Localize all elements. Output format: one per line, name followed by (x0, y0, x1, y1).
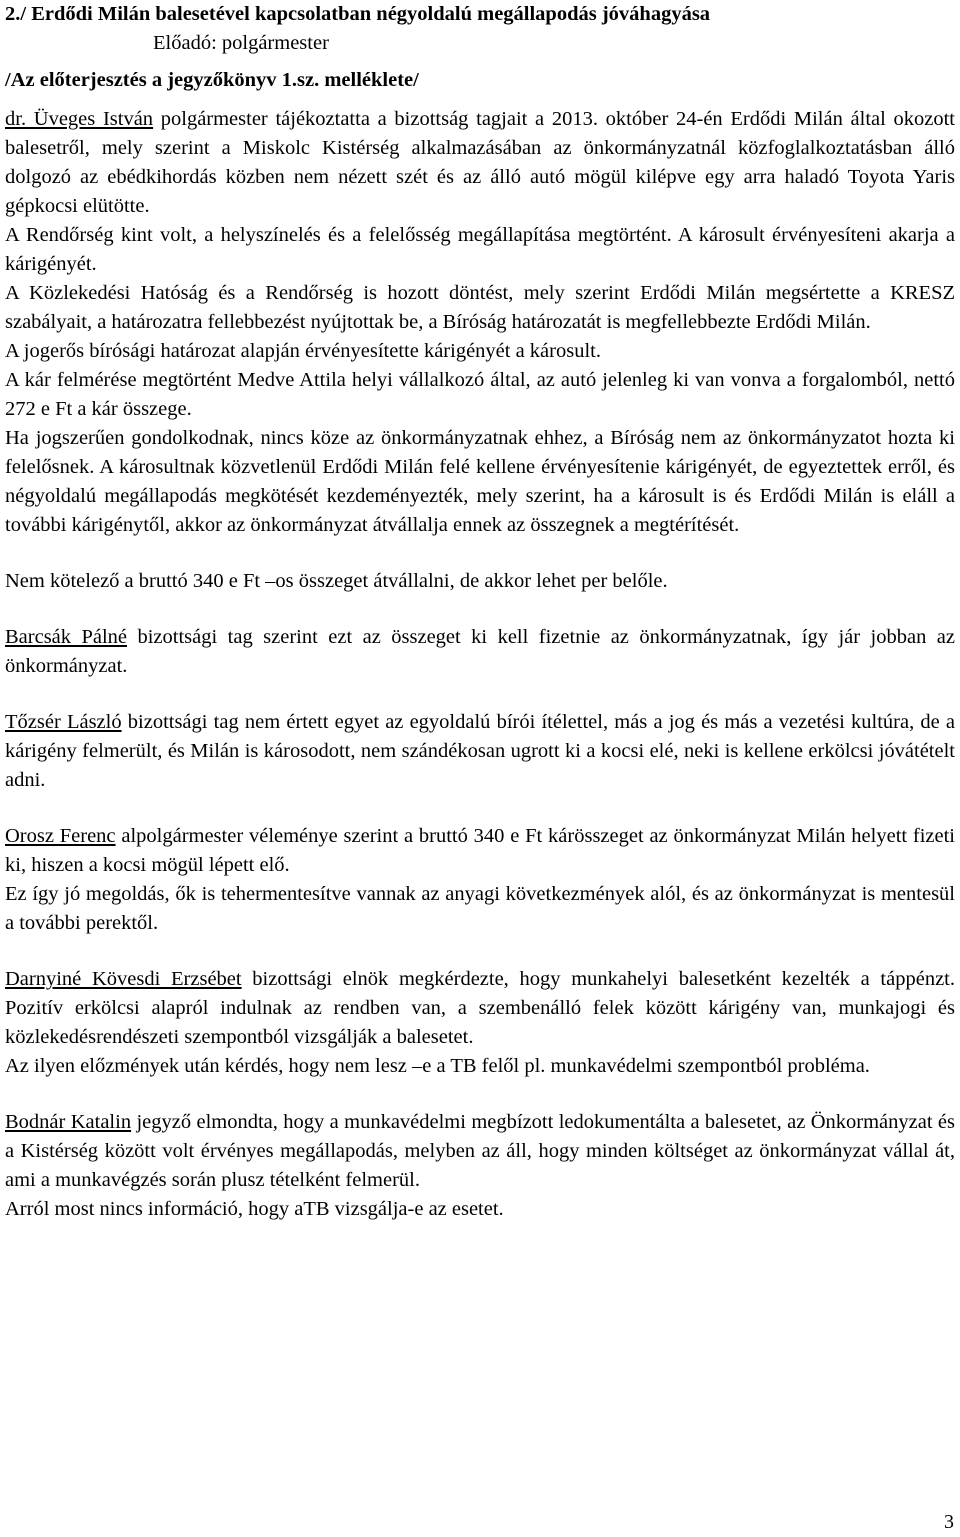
paragraph-text: bizottsági tag nem értett egyet az egyoldalú bírói ítélettel, más a jog és más a vezetési kultúra, de a kárigény felmerült, és Milán is károsodott, nem szándékosan ugrott ki a kocsi elé, neki is kellene erkölcsi jóvátételt adni. (5, 711, 955, 791)
paragraph-good-solution: Ez így jó megoldás, ők is tehermentesítve vannak az anyagi következmények alól, és az önkormányzat is mentesül a további perektől. (5, 883, 955, 934)
paragraph-text: polgármester tájékoztatta a bizottság tagjait a 2013. október 24-én Erdődi Milán által okozott balesetről, mely szerint a Miskolc Kistérség alkalmazásában az önkormányzatnál közfoglalkoztatásban álló dolgozó az ebédkihordás közben nem nézett szét és az álló autó mögül kilépve egy arra haladó Toyota Yaris gépkocsi elütötte. (5, 108, 955, 217)
speaker-name: Darnyiné Kövesdi Erzsébet (5, 968, 242, 990)
speaker-name: Orosz Ferenc (5, 825, 116, 847)
paragraph-tozser (5, 708, 955, 795)
paragraph-text: jegyző elmondta, hogy a munkavédelmi megbízott ledokumentálta a balesetet, az Önkormányzat és a Kistérség között volt érvényes megállapodás, melyben az áll, hogy minden költséget az önkormányzat vállal át, ami a munkavégzés során plusz tételként felmerül. (5, 1111, 955, 1191)
paragraph-not-mandatory: Nem kötelező a bruttó 340 e Ft –os összeget átvállalni, de akkor lehet per belőle. (5, 570, 668, 592)
speaker-name: dr. Üveges István (5, 108, 154, 130)
speaker-name: Tőzsér László (5, 711, 122, 733)
paragraph-barcsak (5, 623, 955, 681)
paragraph-mayor-intro (5, 105, 955, 221)
agenda-item-title: 2./ Erdődi Milán balesetével kapcsolatban négyoldalú megállapodás jóváhagyása (5, 3, 711, 25)
paragraph-police: A Rendőrség kint volt, a helyszínelés és a felelősség megállapítása megtörtént. A károsult érvényesíteni akarja a kárigényét. (5, 224, 955, 275)
presenter-line: Előadó: polgármester (153, 32, 329, 54)
attachment-note: /Az előterjesztés a jegyzőkönyv 1.sz. melléklete/ (5, 69, 419, 91)
paragraph-darnyine (5, 965, 955, 1052)
paragraph-court-decision: A jogerős bírósági határozat alapján érvényesítette kárigényét a károsult. (5, 340, 601, 362)
paragraph-agreement: Ha jogszerűen gondolkodnak, nincs köze az önkormányzatnak ehhez, a Bíróság nem az önkormányzatot hozta ki felelősnek. A károsultnak közvetlenül Erdődi Milán felé kellene érvényesítenie kárigényét, de egyeztettek erről, és négyoldalú megállapodás megkötését kezdeményezték, mely szerint, ha a károsult is és Erdődi Milán is eláll a további kárigénytől, akkor az önkormányzat átvállalja ennek az összegnek a megtérítését. (5, 427, 955, 536)
paragraph-tb-question: Az ilyen előzmények után kérdés, hogy nem lesz –e a TB felől pl. munkavédelmi szempontból probléma. (5, 1055, 870, 1077)
paragraph-authority: A Közlekedési Hatóság és a Rendőrség is hozott döntést, mely szerint Erdődi Milán megsértette a KRESZ szabályait, a határozatra fellebbezést nyújtottak be, a Bíróság határozatát is megfellebbezte Erdődi Milán. (5, 282, 955, 333)
paragraph-bodnar (5, 1108, 955, 1195)
document-page (5, 0, 955, 1224)
speaker-name: Barcsák Pálné (5, 626, 128, 648)
paragraph-no-information: Arról most nincs információ, hogy aTB vizsgálja-e az esetet. (5, 1198, 504, 1220)
paragraph-orosz (5, 822, 955, 880)
paragraph-text: alpolgármester véleménye szerint a bruttó 340 e Ft kárösszeget az önkormányzat Milán helyett fizeti ki, hiszen a kocsi mögül lépett elő. (5, 825, 956, 876)
paragraph-text: bizottsági tag szerint ezt az összeget ki kell fizetnie az önkormányzatnak, így jár jobban az önkormányzat. (5, 626, 955, 677)
paragraph-text: bizottsági elnök megkérdezte, hogy munkahelyi balesetként kezelték a táppénzt. Pozitív erkölcsi alapról indulnak az rendben van, a szembenálló felek között kárigény van, munkajogi és közlekedésrendészeti szempontból vizsgálják a balesetet. (5, 968, 955, 1048)
speaker-name: Bodnár Katalin (5, 1111, 132, 1133)
paragraph-damage-assessment: A kár felmérése megtörtént Medve Attila helyi vállalkozó által, az autó jelenleg ki van vonva a forgalomból, nettó 272 e Ft a kár összege. (5, 369, 955, 420)
page-number: 3 (944, 1511, 954, 1533)
